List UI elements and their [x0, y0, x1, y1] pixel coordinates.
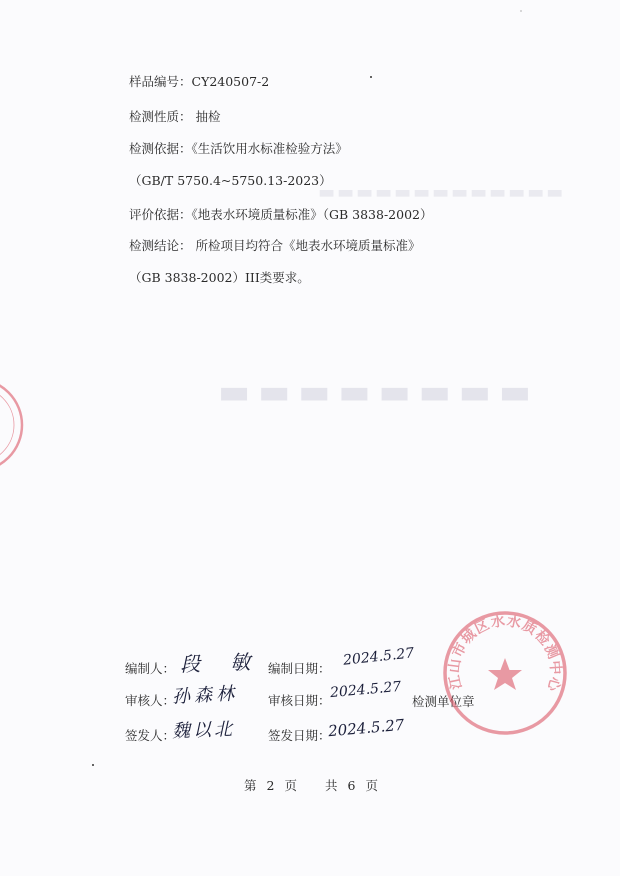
- show-through-title: ▬▬▬▬▬▬▬▬: [218, 372, 539, 412]
- sample-number: 样品编号：CY240507-2: [129, 74, 270, 89]
- test-basis-standard: （GB/T 5750.4~5750.13-2023）: [129, 173, 332, 188]
- reviewer-signature: 孙森林: [171, 683, 239, 708]
- test-conclusion-standard: （GB 3838-2002）III类要求。: [129, 270, 310, 285]
- unit-seal-label: 检测单位章: [412, 694, 475, 709]
- reviewer-label: 审核人：: [125, 693, 176, 708]
- test-nature: 检测性质： 抽检: [129, 109, 221, 124]
- test-basis: 检测依据：《生活饮用水标准检验方法》: [129, 141, 348, 156]
- page-number: 第 2 页 共 6 页: [244, 778, 378, 793]
- speck: [370, 76, 372, 78]
- official-seal: [440, 608, 570, 738]
- issuer-signature: 魏以北: [171, 718, 236, 743]
- speck: [520, 10, 522, 12]
- compiler-signature: 段 敏: [179, 649, 263, 677]
- issuer-label: 签发人：: [125, 728, 176, 743]
- seal-star-icon: [488, 658, 522, 690]
- compiler-label: 编制人：: [125, 661, 176, 676]
- seal-text: 江山市城区水水质检测中心: [446, 613, 564, 694]
- evaluation-basis: 评价依据：《地表水环境质量标准》（GB 3838-2002）: [129, 207, 433, 222]
- speck: [92, 764, 94, 766]
- compile-date-label: 编制日期：: [268, 661, 331, 676]
- partial-seal-left: [0, 375, 34, 475]
- issue-date: 2024.5.27: [327, 715, 405, 741]
- show-through-text: ▬▬▬▬▬▬▬▬▬▬▬▬▬: [318, 182, 566, 203]
- test-conclusion: 检测结论： 所检项目均符合《地表水环境质量标准》: [129, 238, 421, 253]
- issue-date-label: 签发日期：: [268, 728, 331, 743]
- compile-date: 2024.5.27: [342, 645, 415, 669]
- review-date-label: 审核日期：: [268, 693, 331, 708]
- review-date: 2024.5.27: [329, 678, 402, 702]
